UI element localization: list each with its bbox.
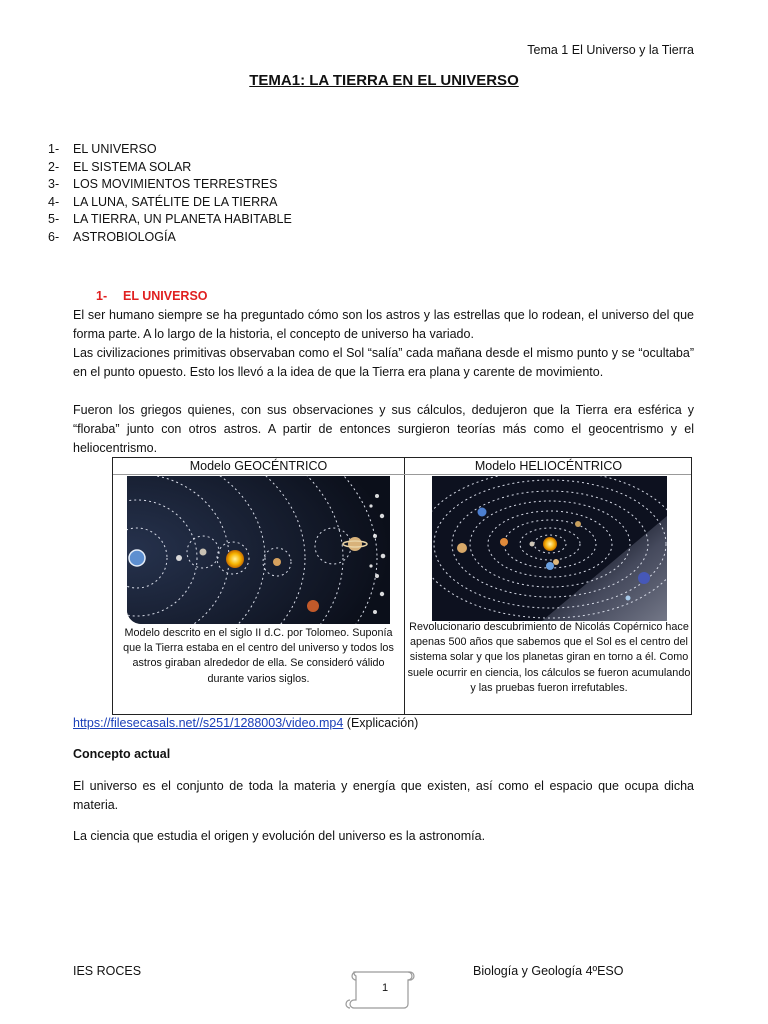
toc-number: 4- (48, 194, 60, 209)
toc-label: LA TIERRA, UN PLANETA HABITABLE (73, 212, 292, 227)
geocentric-model-image (127, 476, 390, 624)
heliocentric-model-image (432, 476, 667, 621)
video-link-line (73, 716, 418, 730)
toc-item (48, 211, 292, 229)
toc-label: LA LUNA, SATÉLITE DE LA TIERRA (73, 194, 278, 209)
geocentric-caption: Modelo descrito en el siglo II d.C. por Tolomeo. Suponía que la Tierra estaba en el centro del universo y todos los astros giraban alrededor de ella. Se consideró válido durante varios siglos. (123, 627, 394, 685)
toc-number: 3- (48, 177, 60, 192)
paragraph-greeks: Fueron los griegos quienes, con sus observaciones y sus cálculos, dedujeron que la Tierra era esférica y “floraba” junto con otros astros. A partir de entonces surgieron teorías más como el geocentrismo y el heliocentrismo. (73, 403, 694, 455)
footer-subject: Biología y Geología 4ºESO (473, 964, 624, 978)
toc-item (48, 141, 292, 159)
toc-label: ASTROBIOLOGÍA (73, 229, 176, 244)
paragraph-definition: El universo es el conjunto de toda la materia y energía que existen, así como el espacio que ocupa dicha materia. (73, 779, 694, 812)
table-of-contents (48, 141, 292, 247)
section-title: EL UNIVERSO (123, 289, 208, 303)
concept-heading: Concepto actual (73, 747, 171, 761)
toc-label: EL SISTEMA SOLAR (73, 159, 192, 174)
heliocentric-caption: Revolucionario descubrimiento de Nicolás Copérnico hace apenas 500 años que sabemos que el Sol es el centro del sistema solar y que los planetas giran en torno a él. Como suele ocurrir en ciencia, los cálculos se fueron acumulando y las pruebas fueron irrefutables. (407, 621, 691, 694)
video-link[interactable]: https://filesecasals.net//s251/1288003/video.mp4 (73, 716, 344, 730)
running-head: Tema 1 El Universo y la Tierra (527, 43, 694, 57)
geocentric-title: Modelo GEOCÉNTRICO (189, 459, 328, 473)
toc-number: 5- (48, 212, 60, 227)
column-divider (404, 458, 405, 714)
paragraph-primitive: Las civilizaciones primitivas observaban como el Sol “salía” cada mañana desde el mismo punto y se “ocultaba” en el punto opuesto. Esto los llevó a la idea de que la Tierra era plana y carente de movimiento. (73, 346, 694, 379)
paragraph-astronomy: La ciencia que estudia el origen y evolución del universo es la astronomía. (73, 829, 486, 843)
document-title: TEMA1: LA TIERRA EN EL UNIVERSO (249, 72, 519, 89)
models-table (112, 457, 692, 715)
video-link-note: (Explicación) (343, 716, 419, 730)
paragraph-intro: El ser humano siempre se ha preguntado cómo son los astros y las estrellas que lo rodean, el universo del que forma parte. A lo largo de la historia, el concepto de universo ha variado. (73, 308, 694, 341)
toc-item (48, 229, 292, 247)
section-heading (96, 289, 208, 303)
toc-item (48, 176, 292, 194)
toc-label: LOS MOVIMIENTOS TERRESTRES (73, 177, 278, 192)
toc-number: 2- (48, 159, 60, 174)
toc-number: 6- (48, 229, 60, 244)
section-number: 1- (96, 289, 108, 303)
header-rule (113, 474, 691, 475)
toc-label: EL UNIVERSO (73, 142, 157, 156)
page-number: 1 (381, 982, 389, 994)
heliocentric-title: Modelo HELIOCÉNTRICO (474, 459, 623, 473)
toc-item (48, 159, 292, 177)
toc-number: 1- (48, 142, 60, 156)
toc-item (48, 194, 292, 212)
footer-school: IES ROCES (73, 964, 142, 978)
